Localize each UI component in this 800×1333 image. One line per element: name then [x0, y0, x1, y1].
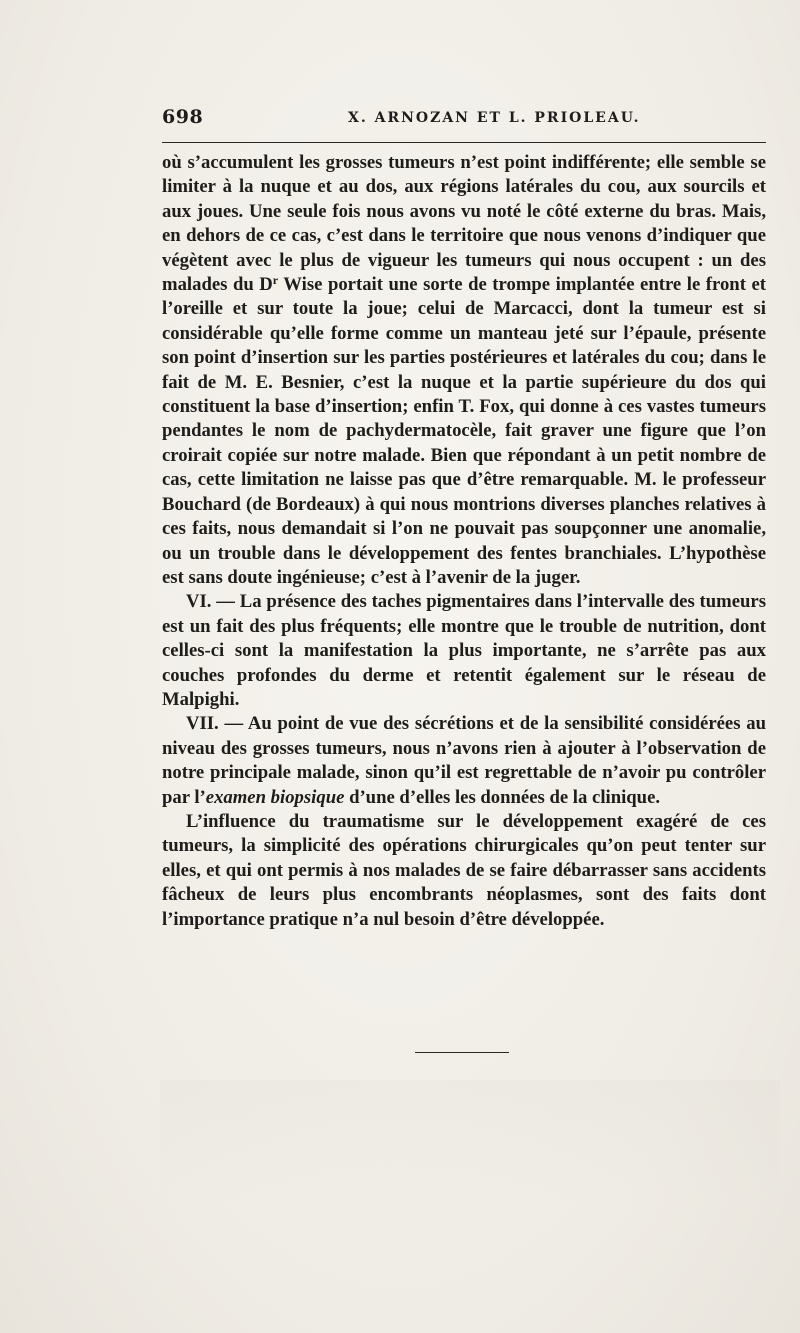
body-text: [162, 151, 766, 932]
page-number: 698: [162, 106, 204, 128]
section-end-rule: [415, 1052, 509, 1053]
paragraph-section-vi: VI. — La présence des taches pigmentaires dans l’intervalle des tumeurs est un fait des plus fréquents; elle montre que le trouble de nutrition, dont celles-ci sont la manifestation la plus importante, ne s’arrête pas aux couches profondes du derme et retentit également sur le réseau de Malpighi.: [162, 591, 766, 710]
running-head: X. ARNOZAN ET L. PRIOLEAU.: [348, 110, 641, 126]
paragraph-section-vii: VII. — Au point de vue des sécrétions et de la sensibilité considérées au niveau des grosses tumeurs, nous n’avons rien à ajouter à l’observation de notre principale malade, sinon qu’il est regrettable de n’avoir pu contrôler par l’examen biopsique d’une d’elles les données de la clinique.: [162, 713, 766, 808]
show-through-shade: [160, 1080, 780, 1200]
italic-examen-biopsique: examen biopsique: [205, 786, 345, 808]
paragraph-accumulation-sites: où s’accumulent les grosses tumeurs n’est point indifférente; elle semble se limiter à la nuque et au dos, aux régions latérales du cou, aux sourcils et aux joues. Une seule fois nous avons vu noté le côté externe du bras. Mais, en dehors de ce cas, c’est dans le territoire que nous venons d’indiquer que végètent avec le plus de vigueur les tumeurs qui nous occupent : un des malades du $D^r$ Wise portait une sorte de trompe implantée entre le front et l’oreille et sur toute la joue; celui de Marcacci, dont la tumeur est si considérable qu’elle forme comme un manteau jeté sur l’épaule, présente son point d’insertion sur les parties postérieures et latérales du cou; dans le fait de M. E. Besnier, c’est la nuque et la partie supérieure du dos qui constituent la base d’insertion; enfin T. Fox, qui donne à ces vastes tumeurs pendantes le nom de pachydermatocèle, fait graver une figure que l’on croirait copiée sur notre malade. Bien que répondant à un petit nombre de cas, cette limitation ne laisse pas que d’être remarquable. M. le professeur Bouchard (de Bordeaux) à qui nous montrions diverses planches relatives à ces faits, nous demandait si l’on ne pouvait pas soupçonner une anomalie, ou un trouble dans le développement des fentes branchiales. L’hypothèse est sans doute ingénieuse; c’est à l’avenir de la juger.: [162, 152, 766, 588]
header-rule: [162, 142, 766, 143]
page-header: [162, 104, 766, 134]
paragraph-traumatisme: L’influence du traumatisme sur le développement exagéré de ces tumeurs, la simplicité des opérations chirurgicales qu’on peut tenter sur elles, et qui ont permis à nos malades de se faire débarrasser sans accidents fâcheux de leurs plus encombrants néoplasmes, sont des faits dont l’importance pratique n’a nul besoin d’être développée.: [162, 810, 766, 930]
superscript-r: r: [272, 273, 279, 288]
